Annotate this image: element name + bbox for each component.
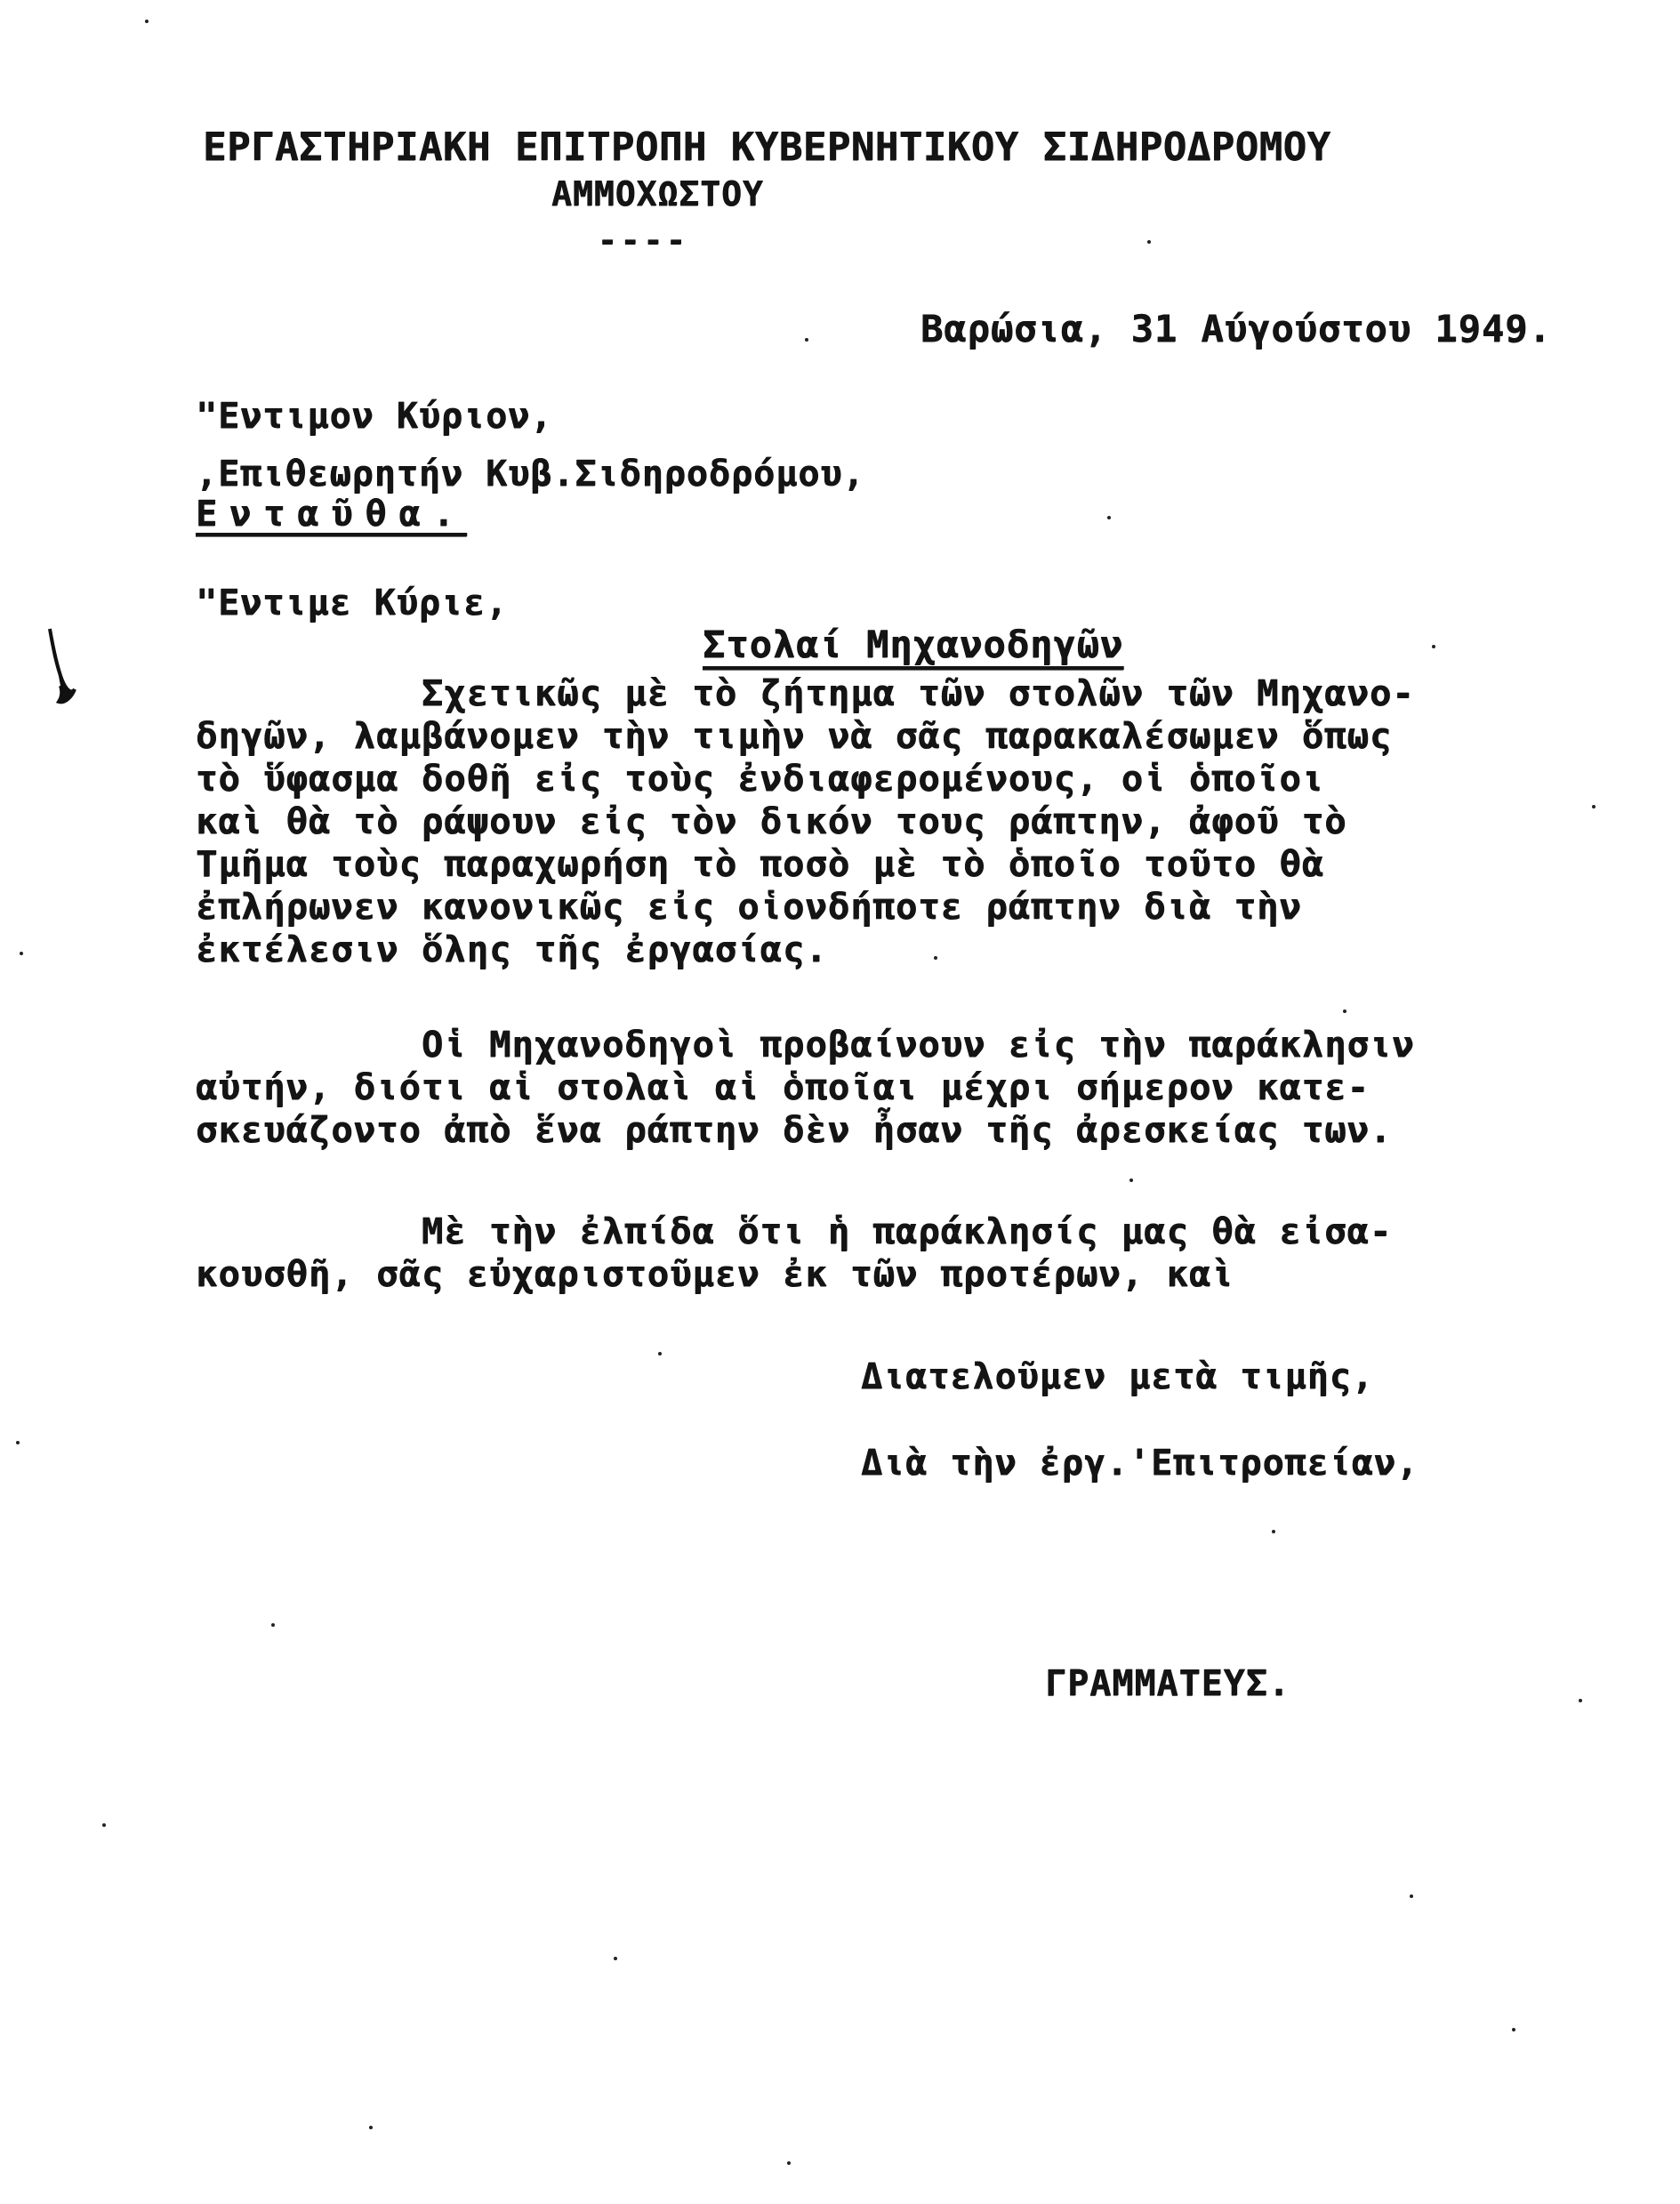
paper-speck: [102, 1823, 106, 1827]
letterhead-location: ΑΜΜΟΧΩΣΤΟΥ: [551, 174, 764, 213]
body-paragraph-3: Μὲ τὴν ἐλπίδα ὅτι ἡ παράκλησίς μας θὰ εἰσα- κουσθῆ, σᾶς εὐχαριστοῦμεν ἐκ τῶν προτέρων, καὶ: [196, 1210, 1393, 1295]
paper-speck: [934, 956, 937, 960]
paper-speck: [16, 1441, 20, 1444]
paper-speck: [369, 2126, 373, 2129]
paper-speck: [805, 338, 808, 342]
paper-speck: [1410, 1894, 1413, 1898]
paper-speck: [1343, 1009, 1346, 1013]
body-paragraph-1: Σχετικῶς μὲ τὸ ζήτημα τῶν στολῶν τῶν Μηχανο- δηγῶν, λαμβάνομεν τὴν τιμὴν νὰ σᾶς παρακαλέσωμεν ὅπως τὸ ὕφασμα δοθῆ εἰς τοὺς ἐνδιαφερομένους, οἱ ὁποῖοι καὶ θὰ τὸ ράψουν εἰς τὸν δικόν τους ράπτην, ἀφοῦ τὸ Τμῆμα τοὺς παραχωρήση τὸ ποσὸ μὲ τὸ ὁποῖο τοῦτο θὰ ἐπλήρωνεν κανονικῶς εἰς οἱονδήποτε ράπτην διὰ τὴν ἐκτέλεσιν ὅλης τῆς ἐργασίας.: [196, 672, 1415, 970]
signature-title: ΓΡΑΜΜΑΤΕΥΣ.: [1045, 1663, 1290, 1704]
letterhead-title: ΕΡΓΑΣΤΗΡΙΑΚΗ ΕΠΙΤΡΟΠΗ ΚΥΒΕΡΝΗΤΙΚΟΥ ΣΙΔΗΡΟΔΡΟΜΟΥ: [203, 125, 1331, 170]
subject-line: Στολαί Μηχανοδηγῶν: [703, 623, 1124, 666]
paper-speck: [145, 20, 149, 23]
paper-speck: [1592, 805, 1596, 808]
paper-speck: [614, 1957, 617, 1960]
paper-speck: [1129, 1178, 1133, 1182]
letter-date: Βαρώσια, 31 Αύγούστου 1949.: [920, 307, 1552, 350]
paper-speck: [1579, 1699, 1582, 1702]
margin-pen-mark: [44, 627, 80, 707]
addressee-line-1: "Εντιμον Κύριον,: [196, 396, 553, 437]
paper-speck: [787, 2161, 791, 2165]
letterhead-divider: ----: [598, 222, 689, 259]
paper-speck: [20, 952, 23, 955]
body-paragraph-2: Οἱ Μηχανοδηγοὶ προβαίνουν εἰς τὴν παράκλησιν αὐτήν, διότι αἱ στολαὶ αἱ ὁποῖαι μέχρι σήμερον κατε- σκευάζοντο ἀπὸ ἕνα ράπτην δὲν ἦσαν τῆς ἀρεσκείας των.: [196, 1023, 1415, 1151]
closing-line-1: Διατελοῦμεν μετὰ τιμῆς,: [861, 1356, 1374, 1397]
paper-speck: [1432, 645, 1435, 648]
addressee-line-3: Ενταῦθα.: [196, 494, 467, 535]
paper-speck: [271, 1623, 275, 1627]
paper-speck: [1512, 2028, 1515, 2031]
paper-speck: [1272, 1530, 1275, 1533]
salutation: "Εντιμε Κύριε,: [196, 583, 509, 623]
paper-speck: [1107, 516, 1111, 519]
closing-line-2: Διὰ τὴν ἐργ.'Επιτροπείαν,: [861, 1443, 1419, 1484]
paper-speck: [1147, 240, 1151, 244]
paper-speck: [658, 1352, 662, 1355]
addressee-line-2: ,Επιθεωρητήν Κυβ.Σιδηροδρόμου,: [196, 454, 865, 495]
